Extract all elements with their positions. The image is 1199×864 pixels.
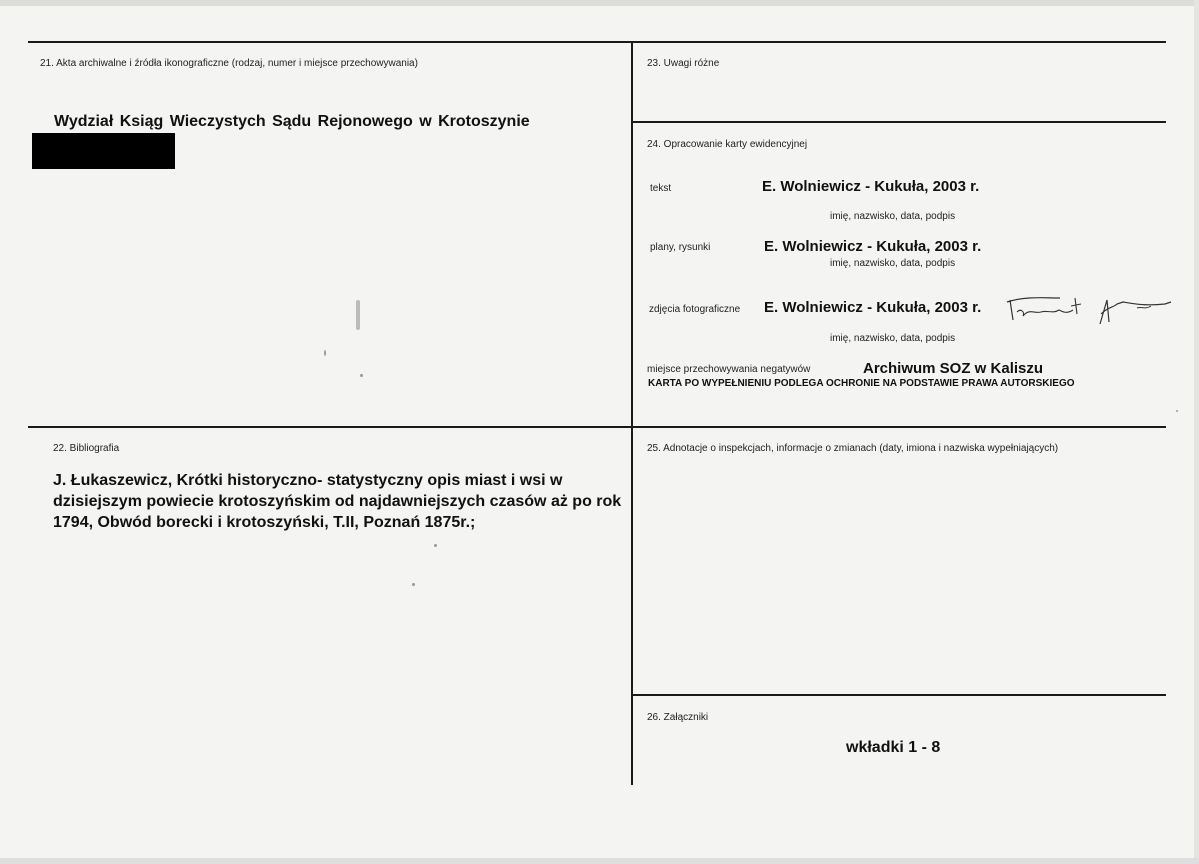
scan-speck [412, 583, 415, 586]
top-rule [28, 41, 1166, 43]
row-plans-sub: imię, nazwisko, data, podpis [830, 258, 956, 269]
section-24-label: 24. Opracowanie karty ewidencyjnej [647, 139, 808, 150]
scan-speck [1176, 410, 1178, 412]
row-photos-value: E. Wolniewicz - Kukuła, 2003 r. [764, 299, 982, 316]
row-text-value: E. Wolniewicz - Kukuła, 2003 r. [762, 178, 980, 195]
rule-23-24 [632, 121, 1166, 123]
row-plans-value: E. Wolniewicz - Kukuła, 2003 r. [764, 238, 982, 255]
negatives-value: Archiwum SOZ w Kaliszu [863, 360, 1044, 377]
scan-speck [360, 374, 363, 377]
center-rule [631, 41, 633, 785]
row-photos-label: zdjęcia fotograficzne [649, 304, 741, 315]
scan-edge-top [0, 0, 1199, 6]
section-23-label: 23. Uwagi różne [647, 58, 720, 69]
row-text-sub: imię, nazwisko, data, podpis [830, 211, 956, 222]
handwritten-signature [1005, 294, 1175, 336]
bibliography-text: J. Łukaszewicz, Krótki historyczno- statystyczny opis miast i wsi w dzisiejszym powiecie krotoszyńskim od najdawniejszych czasów aż po rok 1794, Obwód borecki i krotoszyński, T.II, Poznań 1875r.; [53, 472, 622, 531]
row-plans-label: plany, rysunki [650, 242, 711, 253]
scan-edge-right [1194, 0, 1199, 864]
scan-speck [356, 300, 360, 330]
attachments-value: wkładki 1 - 8 [846, 739, 941, 756]
section-21-content: Wydział Ksiąg Wieczystych Sądu Rejonowego w Krotoszynie [54, 113, 530, 130]
scan-edge-bottom [0, 858, 1199, 864]
negatives-label: miejsce przechowywania negatywów [647, 364, 811, 375]
copyright-note: KARTA PO WYPEŁNIENIU PODLEGA OCHRONIE NA PODSTAWIE PRAWA AUTORSKIEGO [648, 378, 1075, 389]
section-22-label: 22. Bibliografia [53, 443, 120, 454]
row-text-label: tekst [650, 183, 672, 194]
redaction-bar [32, 133, 175, 169]
scan-speck [434, 544, 437, 547]
rule-25-26 [632, 694, 1166, 696]
row-photos-sub: imię, nazwisko, data, podpis [830, 333, 956, 344]
middle-rule [28, 426, 1166, 428]
section-25-label: 25. Adnotacje o inspekcjach, informacje o zmianach (daty, imiona i nazwiska wypełniających) [647, 443, 1059, 454]
section-26-label: 26. Załączniki [647, 712, 709, 723]
scan-speck [324, 350, 326, 356]
section-21-label: 21. Akta archiwalne i źródła ikonograficzne (rodzaj, numer i miejsce przechowywania) [40, 58, 418, 69]
